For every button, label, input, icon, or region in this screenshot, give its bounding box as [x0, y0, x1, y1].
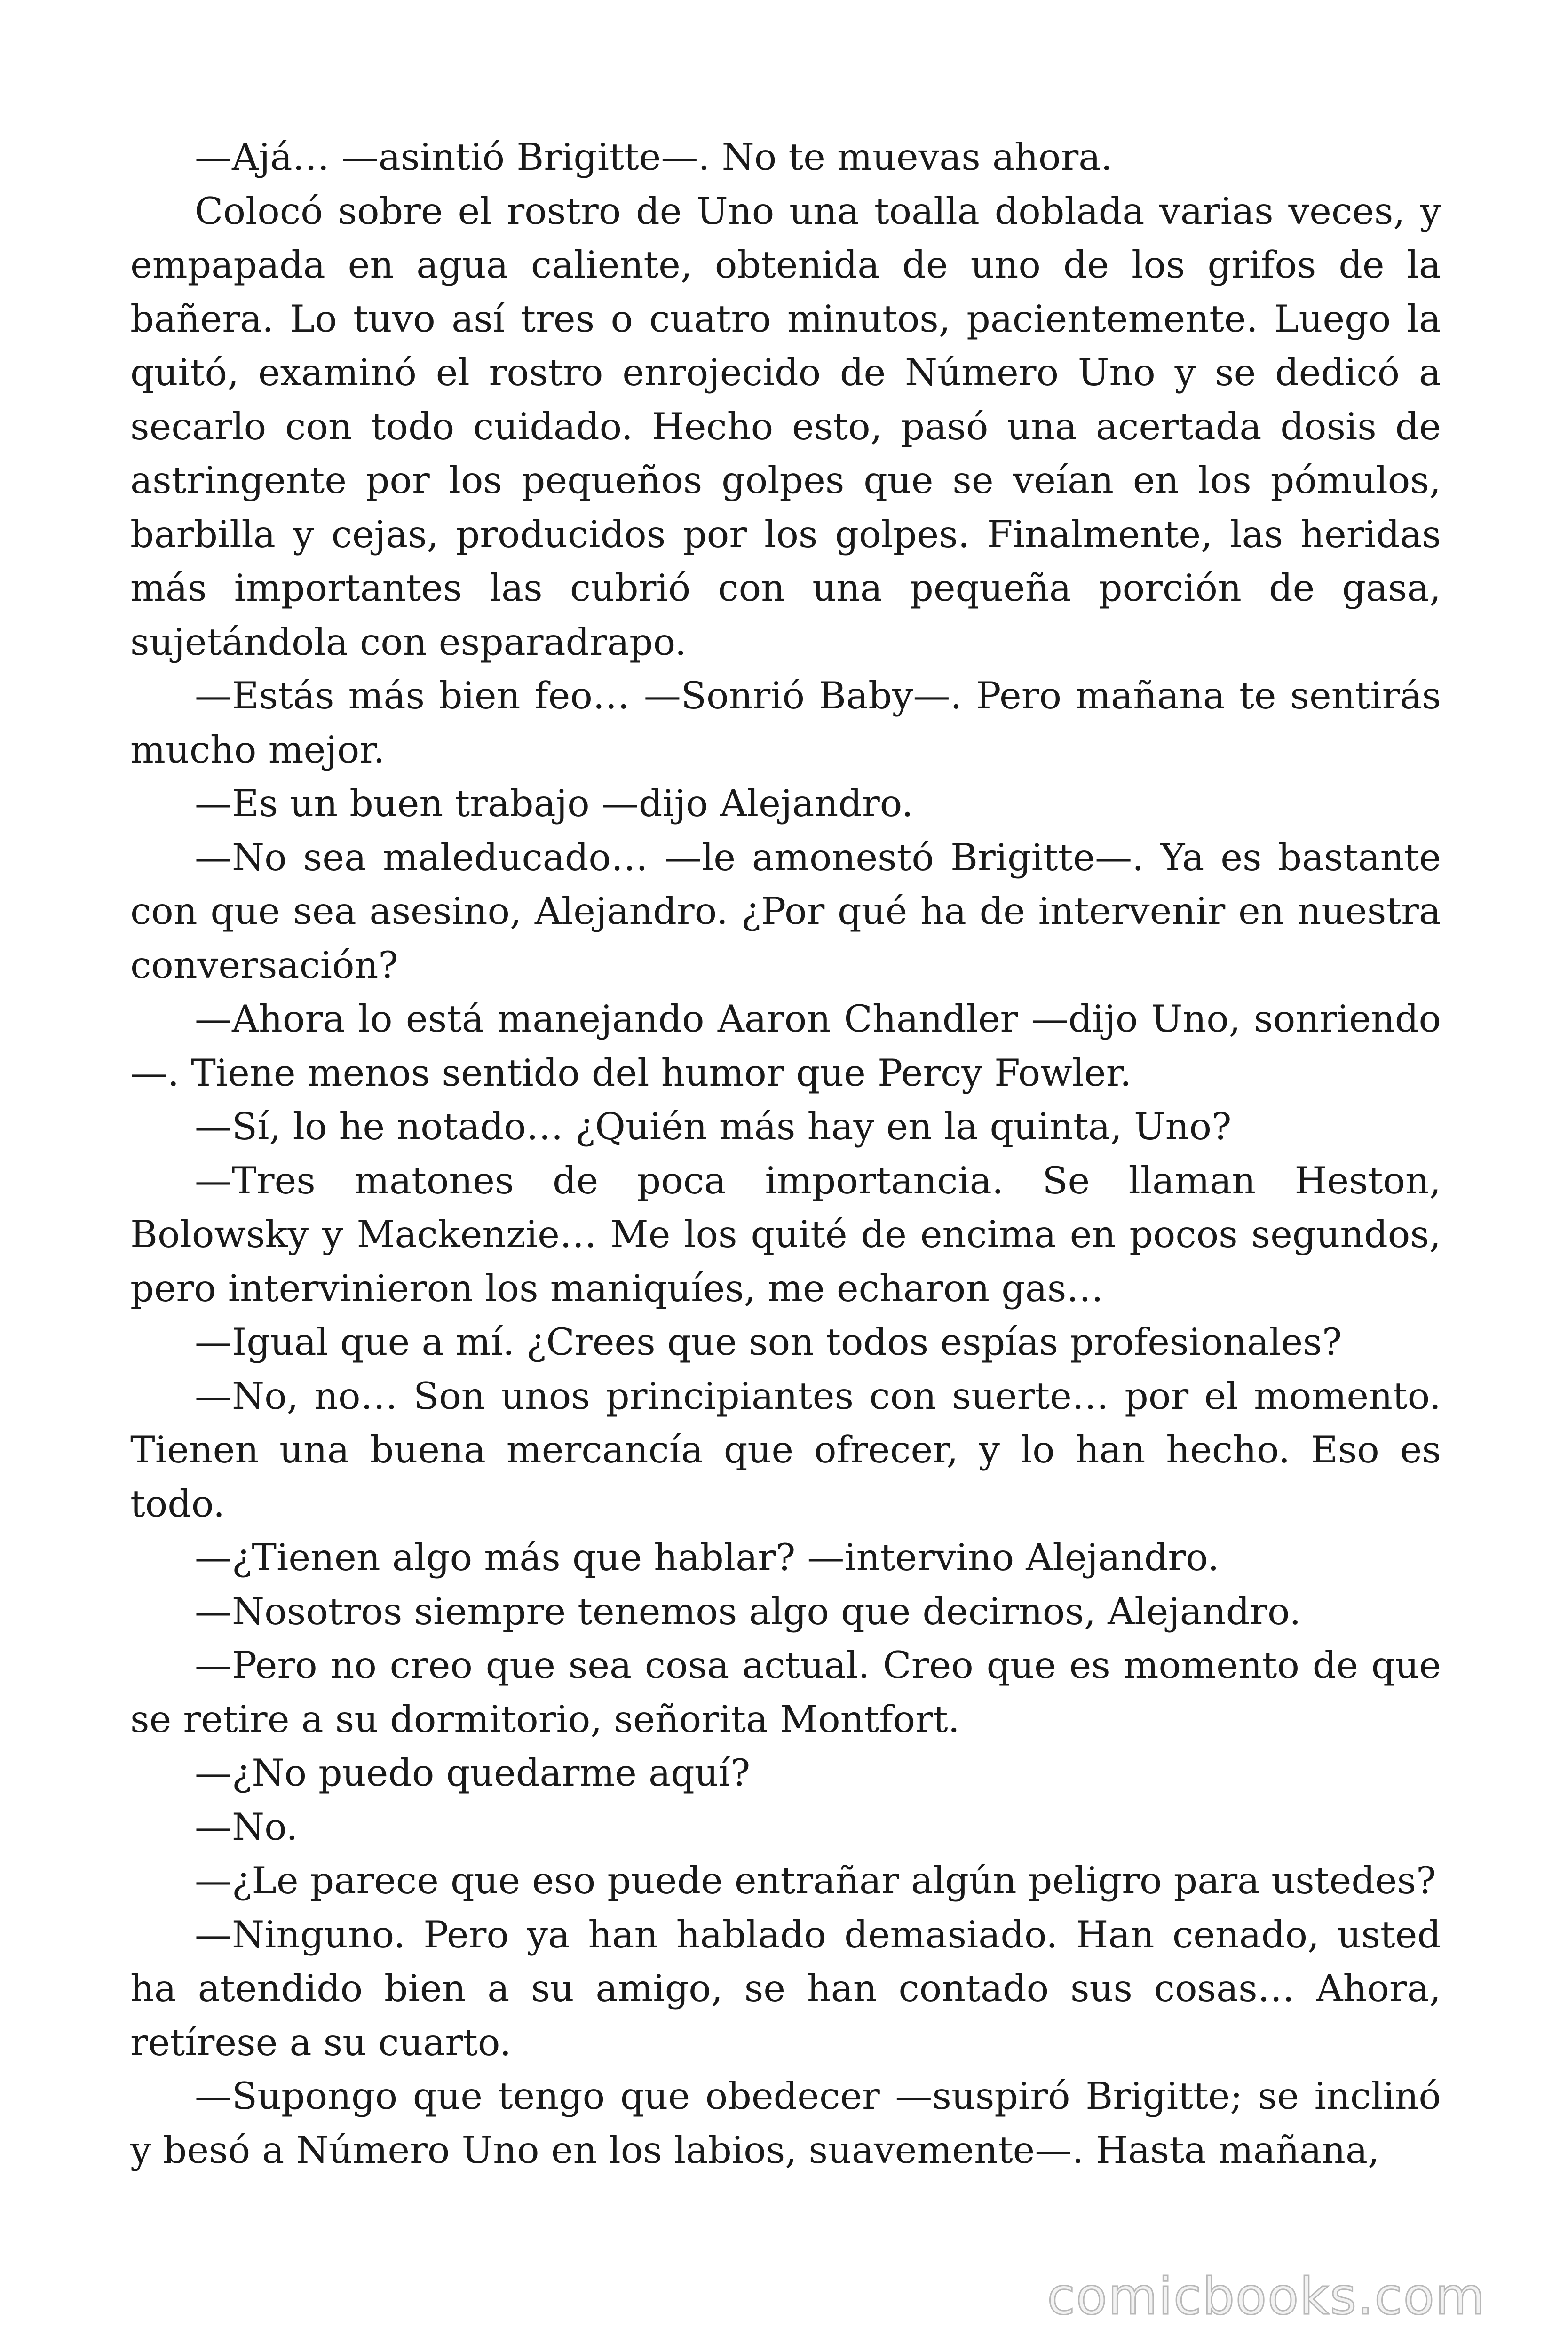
page-text [130, 130, 1441, 2177]
paragraph: —Pero no creo que sea cosa actual. Creo que es momento de que se retire a su dormitorio, señorita Montfort. [130, 1644, 1441, 1741]
paragraph: —Tres matones de poca importancia. Se llaman Heston, Bolowsky y Mackenzie… Me los quité de encima en pocos segundos, pero intervinieron los maniquíes, me echaron gas… [130, 1159, 1441, 1310]
paragraph: —Estás más bien feo… —Sonrió Baby—. Pero mañana te sentirás mucho mejor. [130, 674, 1441, 771]
paragraph: —No, no… Son unos principiantes con suerte… por el momento. Tienen una buena mercancía que ofrecer, y lo han hecho. Eso es todo. [130, 1374, 1441, 1526]
paragraph: Colocó sobre el rostro de Uno una toalla doblada varias veces, y empapada en agua caliente, obtenida de uno de los grifos de la bañera. Lo tuvo así tres o cuatro minutos, pacientemente. Luego la quitó, examinó el rostro enrojecido de Número Uno y se dedicó a secarlo con todo cuidado. Hecho esto, pasó una acertada dosis de astringente por los pequeños golpes que se veían en los pómulos, barbilla y cejas, producidos por los golpes. Finalmente, las heridas más importantes las cubrió con una pequeña porción de gasa, sujetándola con esparadrapo. [130, 189, 1441, 664]
paragraph: —Nosotros siempre tenemos algo que decirnos, Alejandro. [195, 1589, 1301, 1633]
paragraph: —¿Tienen algo más que hablar? —intervino Alejandro. [195, 1536, 1220, 1579]
paragraph: —¿No puedo quedarme aquí? [195, 1751, 751, 1795]
paragraph: —Supongo que tengo que obedecer —suspiró Brigitte; se inclinó y besó a Número Uno en los labios, suavemente—. Hasta mañana, [130, 2074, 1441, 2172]
paragraph: —Ninguno. Pero ya han hablado demasiado. Han cenado, usted ha atendido bien a su amigo, se han contado sus cosas… Ahora, retírese a su cuarto. [130, 1913, 1441, 2064]
paragraph: —¿Le parece que eso puede entrañar algún peligro para ustedes? [195, 1859, 1436, 1902]
watermark: comicbooks.com [1047, 2267, 1486, 2326]
paragraph: —No sea maleducado… —le amonestó Brigitte—. Ya es bastante con que sea asesino, Alejandro. ¿Por qué ha de intervenir en nuestra conversación? [130, 835, 1441, 987]
paragraph: —Ahora lo está manejando Aaron Chandler —dijo Uno, sonriendo—. Tiene menos sentido del humor que Percy Fowler. [130, 997, 1441, 1095]
paragraph: —Igual que a mí. ¿Crees que son todos espías profesionales? [195, 1320, 1342, 1364]
paragraph: —Ajá… —asintió Brigitte—. No te muevas ahora. [195, 135, 1113, 179]
paragraph: —No. [195, 1805, 298, 1849]
paragraph: —Sí, lo he notado… ¿Quién más hay en la quinta, Uno? [195, 1105, 1232, 1148]
paragraph: —Es un buen trabajo —dijo Alejandro. [195, 782, 914, 825]
